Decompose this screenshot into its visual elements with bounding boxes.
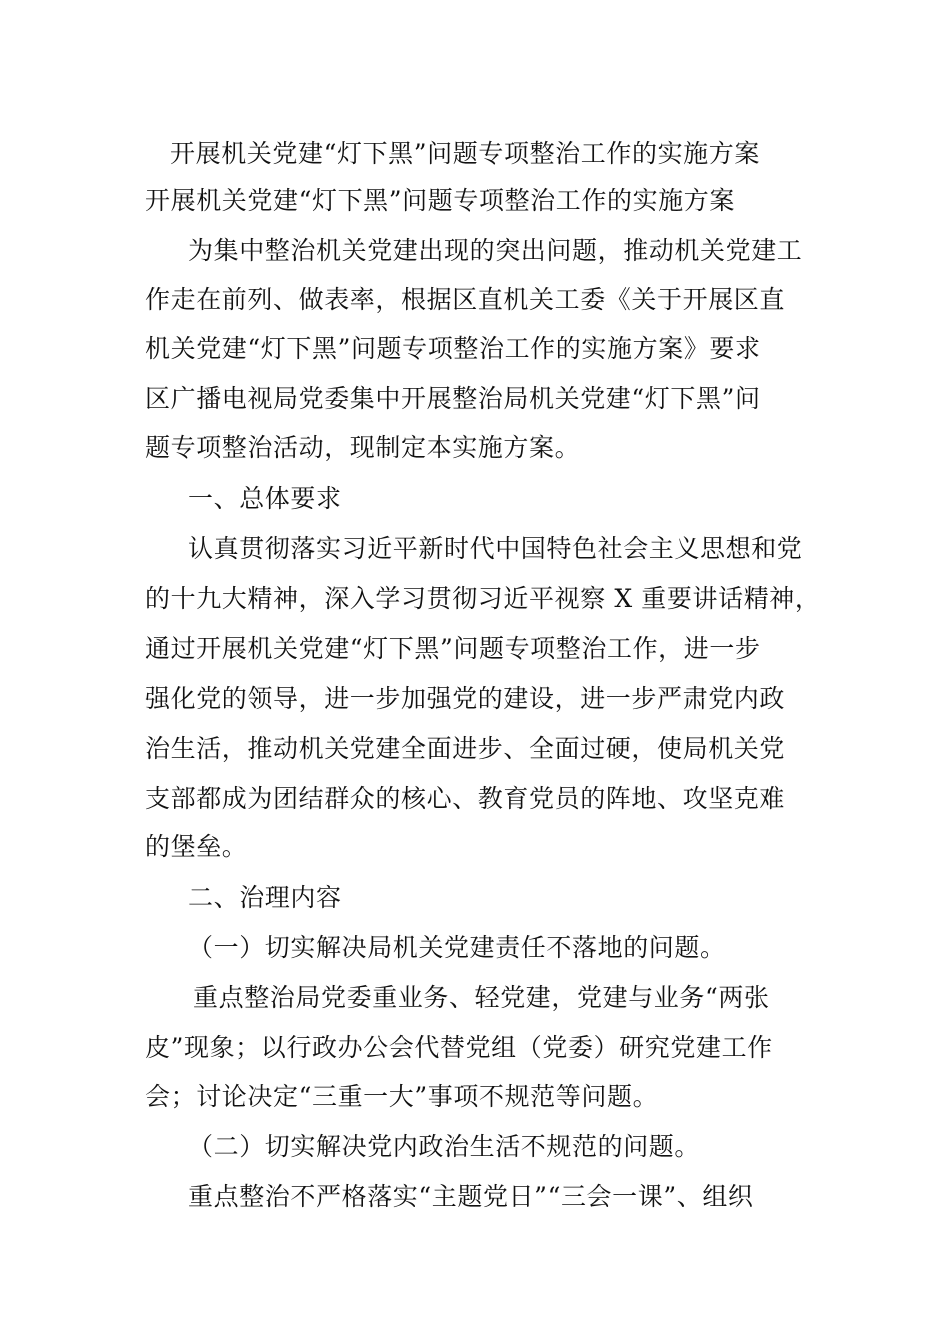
intro-line: 题专项整治活动，现制定本实施方案。	[145, 433, 581, 462]
section-1-line: 的堡垒。	[145, 832, 248, 861]
intro-line: 为集中整治机关党建出现的突出问题，推动机关党建工	[188, 236, 803, 265]
section-1-line: 治生活，推动机关党建全面进步、全面过硬，使局机关党	[145, 734, 786, 763]
section-1-line: 强化党的领导，进一步加强党的建设，进一步严肃党内政	[145, 684, 786, 713]
subsection-1-line: 会；讨论决定“三重一大”事项不规范等问题。	[145, 1082, 659, 1111]
section-1-line: 认真贯彻落实习近平新时代中国特色社会主义思想和党	[188, 534, 803, 563]
section-1-line: 支部都成为团结群众的核心、教育党员的阵地、攻坚克难	[145, 784, 786, 813]
section-heading-general-requirements: 一、总体要求	[188, 484, 342, 513]
subsection-heading-2: （二）切实解决党内政治生活不规范的问题。	[188, 1132, 701, 1161]
section-1-line: 通过开展机关党建“灯下黑”问题专项整治工作，进一步	[145, 634, 761, 663]
section-1-line: 的十九大精神，深入学习贯彻习近平视察 X 重要讲话精神，	[145, 584, 821, 613]
subsection-1-line: 重点整治局党委重业务、轻党建，党建与业务“两张	[193, 983, 770, 1012]
subsection-heading-1: （一）切实解决局机关党建责任不落地的问题。	[188, 933, 726, 962]
intro-line: 机关党建“灯下黑”问题专项整治工作的实施方案》要求	[145, 334, 761, 363]
section-heading-governance-content: 二、治理内容	[188, 883, 342, 912]
document-title: 开展机关党建“灯下黑”问题专项整治工作的实施方案	[170, 139, 760, 168]
document-title-repeat: 开展机关党建“灯下黑”问题专项整治工作的实施方案	[145, 186, 735, 215]
intro-line: 区广播电视局党委集中开展整治局机关党建“灯下黑”问	[145, 384, 761, 413]
intro-line: 作走在前列、做表率，根据区直机关工委《关于开展区直	[145, 285, 786, 314]
subsection-1-line: 皮”现象；以行政办公会代替党组（党委）研究党建工作	[145, 1033, 773, 1062]
subsection-2-line: 重点整治不严格落实“主题党日”“三会一课”、组织	[188, 1182, 754, 1211]
